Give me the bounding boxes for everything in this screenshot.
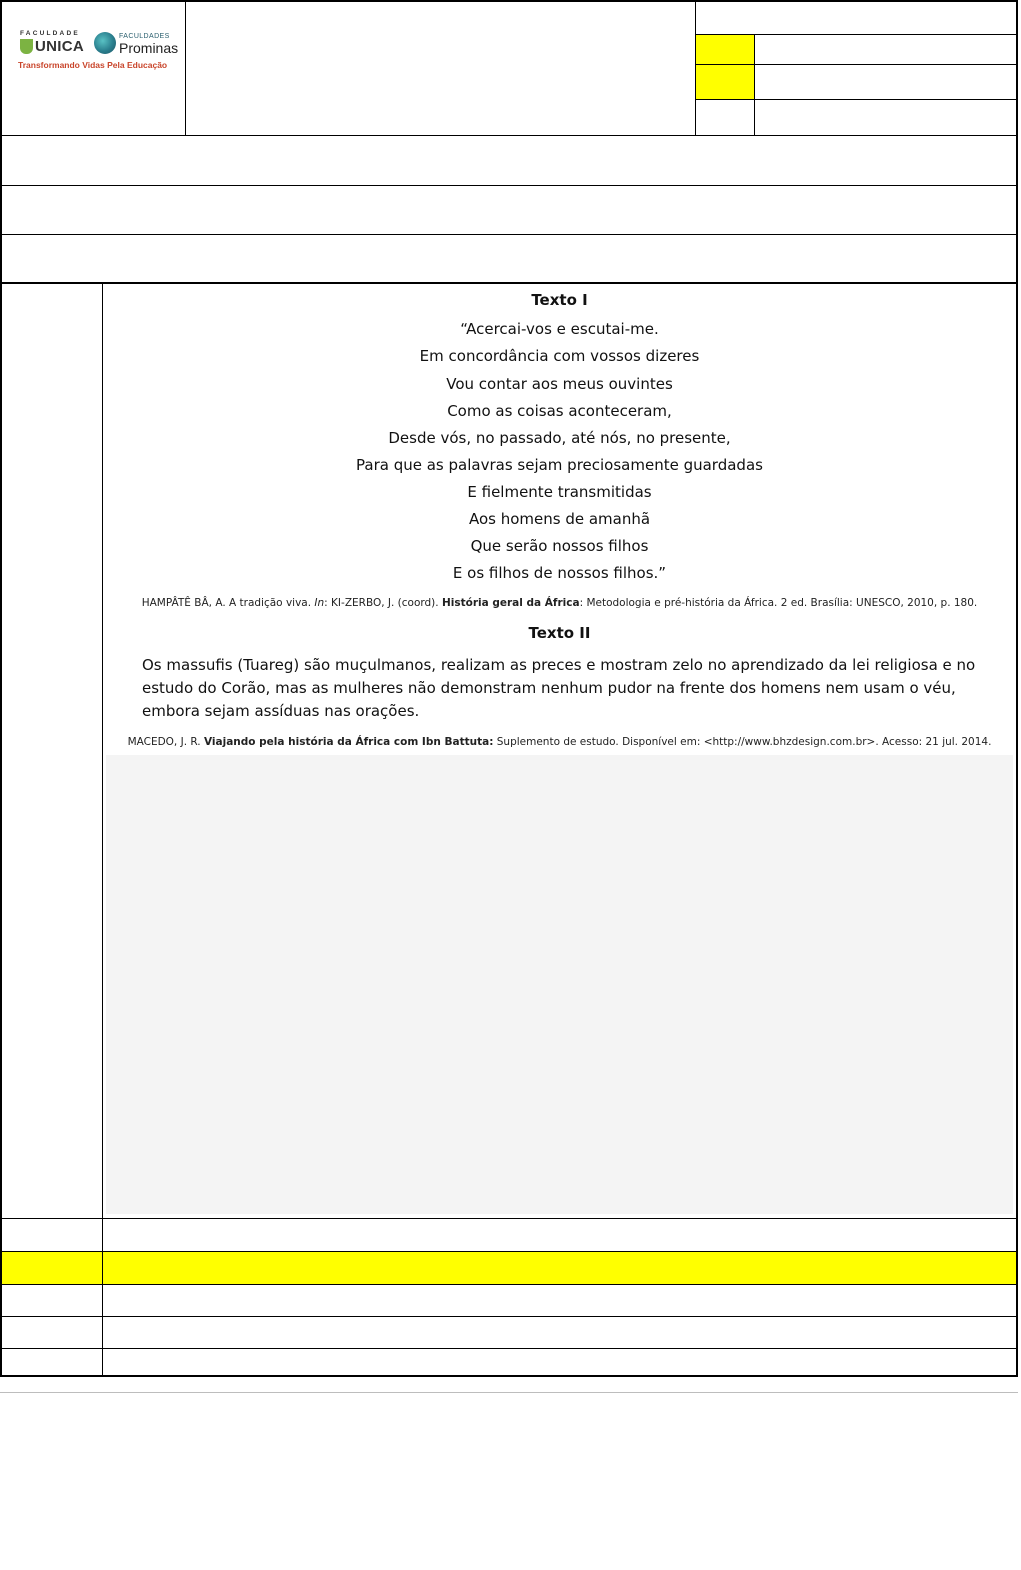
- header-field-row: [696, 65, 1018, 100]
- answer-option-text: [103, 1285, 1016, 1316]
- footer-divider: [0, 1392, 1018, 1393]
- citation-2-pre: MACEDO, J. R.: [127, 736, 204, 748]
- poem-line: Como as coisas aconteceram,: [447, 402, 672, 420]
- info-row: [2, 234, 1016, 284]
- answer-option-text: [103, 1219, 1016, 1251]
- answer-option-key: [2, 1252, 103, 1284]
- logo-unica-text: UNICA: [35, 38, 84, 55]
- poem-line: E os filhos de nossos filhos.”: [452, 564, 667, 582]
- texto-2-title: Texto II: [528, 624, 591, 642]
- poem-line: Para que as palavras sejam preciosamente guardadas: [356, 456, 763, 474]
- header-field-key: [696, 100, 755, 135]
- header-field-value: [755, 65, 1018, 99]
- question-body: [103, 284, 1016, 1218]
- answer-option-text: [103, 1317, 1016, 1348]
- answer-option-row[interactable]: [2, 1284, 1016, 1316]
- header-title-cell: [186, 2, 696, 135]
- citation-1-mid: : KI-ZERBO, J. (coord).: [324, 597, 442, 609]
- question-statement-area: [106, 755, 1013, 1214]
- header-field-row: [696, 35, 1018, 65]
- answer-option-key: [2, 1219, 103, 1251]
- unica-shield-icon: [20, 39, 33, 54]
- header-field-value: [755, 100, 1018, 135]
- poem-line: Desde vós, no passado, até nós, no presente,: [388, 429, 731, 447]
- citation-2-work: Viajando pela história da África com Ibn Battuta:: [203, 736, 494, 748]
- texto-1-title: Texto I: [531, 291, 588, 309]
- citation-1-work: História geral da África: [441, 597, 580, 609]
- logo-faculdades-text: FACULDADES: [119, 33, 170, 40]
- header-field-key-highlighted: [696, 35, 755, 64]
- header-field-value: [696, 2, 1018, 34]
- logo-prominas-text: Prominas: [119, 40, 179, 56]
- poem-line: “Acercai-vos e escutai-me.: [460, 320, 659, 338]
- header-field-value: [755, 35, 1018, 64]
- logo-tagline: Transformando Vidas Pela Educação: [18, 60, 168, 70]
- citation-1-in: In: [314, 597, 325, 609]
- citation-1-pre: HAMPÂTÊ BÂ, A. A tradição viva.: [141, 597, 315, 609]
- answer-option-key: [2, 1349, 103, 1377]
- answer-option-key: [2, 1317, 103, 1348]
- header-field-row: [696, 100, 1018, 135]
- prominas-globe-icon: [94, 32, 116, 54]
- answer-option-text: [103, 1349, 1016, 1377]
- poem-line: Vou contar aos meus ouvintes: [446, 375, 673, 393]
- answer-option-text: [103, 1252, 1016, 1284]
- answer-option-row[interactable]: [2, 1348, 1016, 1377]
- poem-line: Que serão nossos filhos: [470, 537, 649, 555]
- texto-2-paragraph: Os massufis (Tuareg) são muçulmanos, realizam as preces e mostram zelo no aprendizado da lei religiosa e no estudo do Corão, mas as mulheres não demonstram nenhum pudor na frente dos homens nem usam o véu, embora sejam assíduas nas orações.: [142, 656, 976, 720]
- answer-option-row[interactable]: [2, 1218, 1016, 1251]
- logo-cell: [2, 2, 186, 135]
- header-field-key-highlighted: [696, 65, 755, 99]
- answer-option-key: [2, 1285, 103, 1316]
- citation-2: [106, 736, 1013, 748]
- header-field-row: [696, 2, 1018, 35]
- header-fields: [696, 2, 1018, 135]
- poem-line: Em concordância com vossos dizeres: [419, 347, 700, 365]
- poem-line: Aos homens de amanhã: [468, 510, 651, 528]
- answer-option-row-highlighted[interactable]: [2, 1251, 1016, 1284]
- question-texts-image: [106, 287, 1013, 755]
- info-row: [2, 185, 1016, 234]
- citation-2-post: Suplemento de estudo. Disponível em: <http://www.bhzdesign.com.br>. Acesso: 21 jul. 2014.: [493, 736, 992, 748]
- answer-option-row[interactable]: [2, 1316, 1016, 1348]
- institution-logo: [20, 30, 180, 60]
- poem-line: E fielmente transmitidas: [467, 483, 652, 501]
- logo-faculdade-text: FACULDADE: [20, 30, 80, 37]
- question-number-cell: [2, 284, 103, 1218]
- citation-1: [106, 597, 1013, 609]
- info-row: [2, 135, 1016, 185]
- citation-1-post: : Metodologia e pré-história da África. 2 ed. Brasília: UNESCO, 2010, p. 180.: [579, 597, 978, 609]
